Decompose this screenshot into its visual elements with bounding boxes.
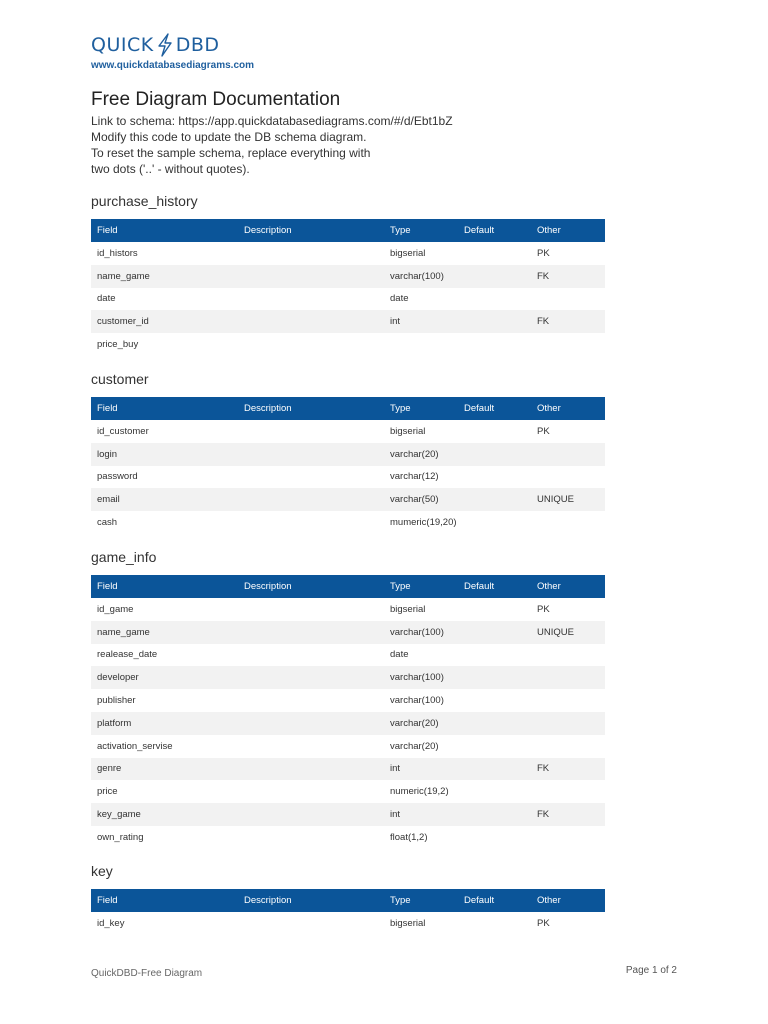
cell-type: numeric(19,2)	[390, 786, 449, 798]
column-header: Field	[97, 403, 118, 414]
cell-type: int	[390, 763, 401, 775]
column-header: Type	[390, 403, 411, 414]
cell-other: FK	[537, 316, 550, 328]
cell-field: name_game	[97, 270, 150, 282]
cell-type: varchar(100)	[390, 626, 444, 638]
footer-title: QuickDBD-Free Diagram	[91, 968, 203, 979]
intro-line: Modify this code to update the DB schema diagram.	[91, 130, 367, 144]
cell-field: id_customer	[97, 425, 149, 437]
table-row	[91, 488, 605, 511]
cell-other: PK	[537, 425, 550, 437]
table-title: purchase_history	[91, 193, 198, 209]
cell-type: mumeric(19,20)	[390, 517, 457, 529]
cell-field: id_game	[97, 603, 134, 615]
table-row	[91, 735, 605, 758]
column-header: Default	[464, 581, 495, 592]
cell-type: int	[390, 316, 401, 328]
cell-type: bigserial	[390, 603, 426, 615]
cell-other: UNIQUE	[537, 494, 574, 506]
cell-other: PK	[537, 917, 550, 929]
table-row	[91, 288, 605, 311]
cell-type: varchar(20)	[390, 740, 439, 752]
table-row	[91, 310, 605, 333]
cell-type: bigserial	[390, 917, 426, 929]
page-title: Free Diagram Documentation	[91, 89, 341, 110]
table-row	[91, 598, 605, 621]
table-row	[91, 443, 605, 466]
table-row	[91, 780, 605, 803]
cell-type: varchar(100)	[390, 672, 444, 684]
cell-other: PK	[537, 247, 550, 259]
table-row	[91, 466, 605, 489]
cell-type: varchar(12)	[390, 471, 439, 483]
cell-type: varchar(100)	[390, 695, 444, 707]
column-header: Other	[537, 581, 561, 592]
table-header-row	[91, 889, 605, 912]
column-header: Default	[464, 225, 495, 236]
cell-type: bigserial	[390, 425, 426, 437]
column-header: Other	[537, 403, 561, 414]
cell-field: price_buy	[97, 339, 139, 351]
cell-field: key_game	[97, 809, 141, 821]
table-row	[91, 644, 605, 667]
table-title: key	[91, 863, 113, 879]
cell-field: email	[97, 494, 120, 506]
column-header: Description	[244, 895, 292, 906]
column-header: Type	[390, 581, 411, 592]
cell-field: cash	[97, 517, 118, 529]
cell-other: PK	[537, 603, 550, 615]
table-row	[91, 689, 605, 712]
table-row	[91, 912, 605, 935]
cell-type: date	[390, 649, 409, 661]
cell-field: publisher	[97, 695, 136, 707]
cell-type: bigserial	[390, 247, 426, 259]
cell-type: varchar(50)	[390, 494, 439, 506]
table-header-row	[91, 397, 605, 420]
cell-type: varchar(20)	[390, 717, 439, 729]
schema-table	[91, 889, 605, 935]
cell-field: password	[97, 471, 138, 483]
column-header: Type	[390, 895, 411, 906]
intro-text	[91, 113, 453, 177]
column-header: Other	[537, 225, 561, 236]
table-row	[91, 712, 605, 735]
page-number: Page 1 of 2	[625, 965, 677, 976]
intro-line: two dots ('..' - without quotes).	[91, 162, 250, 176]
cell-field: customer_id	[97, 316, 149, 328]
cell-type: int	[390, 809, 401, 821]
cell-field: own_rating	[97, 831, 144, 843]
table-row	[91, 758, 605, 781]
cell-field: realease_date	[97, 649, 158, 661]
column-header: Description	[244, 225, 292, 236]
table-row	[91, 621, 605, 644]
column-header: Type	[390, 225, 411, 236]
cell-other: FK	[537, 270, 550, 282]
cell-type: varchar(20)	[390, 448, 439, 460]
table-row	[91, 803, 605, 826]
cell-type: varchar(100)	[390, 270, 444, 282]
schema-table	[91, 397, 605, 534]
column-header: Default	[464, 403, 495, 414]
lightning-bolt-icon	[155, 33, 175, 57]
schema-table	[91, 219, 605, 356]
table-header-row	[91, 219, 605, 242]
column-header: Other	[537, 895, 561, 906]
cell-field: name_game	[97, 626, 150, 638]
table-row	[91, 511, 605, 534]
schema-table	[91, 575, 605, 849]
cell-field: platform	[97, 717, 132, 729]
cell-field: id_histors	[97, 247, 138, 259]
table-header-row	[91, 575, 605, 598]
column-header: Description	[244, 403, 292, 414]
table-row	[91, 826, 605, 849]
intro-line: To reset the sample schema, replace everything with	[91, 146, 371, 160]
cell-other: UNIQUE	[537, 626, 574, 638]
table-row	[91, 666, 605, 689]
cell-field: genre	[97, 763, 122, 775]
quickdbd-logo[interactable]	[91, 33, 220, 57]
column-header: Field	[97, 895, 118, 906]
schema-link-line[interactable]: Link to schema: https://app.quickdatabasediagrams.com/#/d/Ebt1bZ	[91, 114, 453, 128]
site-url-link[interactable]: www.quickdatabasediagrams.com	[91, 60, 255, 71]
table-row	[91, 333, 605, 356]
table-title: game_info	[91, 549, 157, 565]
cell-field: login	[97, 448, 118, 460]
cell-field: date	[97, 293, 116, 305]
cell-field: activation_servise	[97, 740, 173, 752]
cell-field: id_key	[97, 917, 125, 929]
column-header: Field	[97, 581, 118, 592]
cell-other: FK	[537, 763, 550, 775]
column-header: Description	[244, 581, 292, 592]
table-row	[91, 265, 605, 288]
cell-type: float(1,2)	[390, 831, 428, 843]
table-title: customer	[91, 371, 149, 387]
logo-text-dbd: DBD	[175, 34, 220, 56]
cell-type: date	[390, 293, 409, 305]
column-header: Default	[464, 895, 495, 906]
cell-field: developer	[97, 672, 139, 684]
table-row	[91, 242, 605, 265]
cell-other: FK	[537, 809, 550, 821]
logo-text-quick: QUICK	[91, 34, 154, 56]
cell-field: price	[97, 786, 118, 798]
column-header: Field	[97, 225, 118, 236]
table-row	[91, 420, 605, 443]
